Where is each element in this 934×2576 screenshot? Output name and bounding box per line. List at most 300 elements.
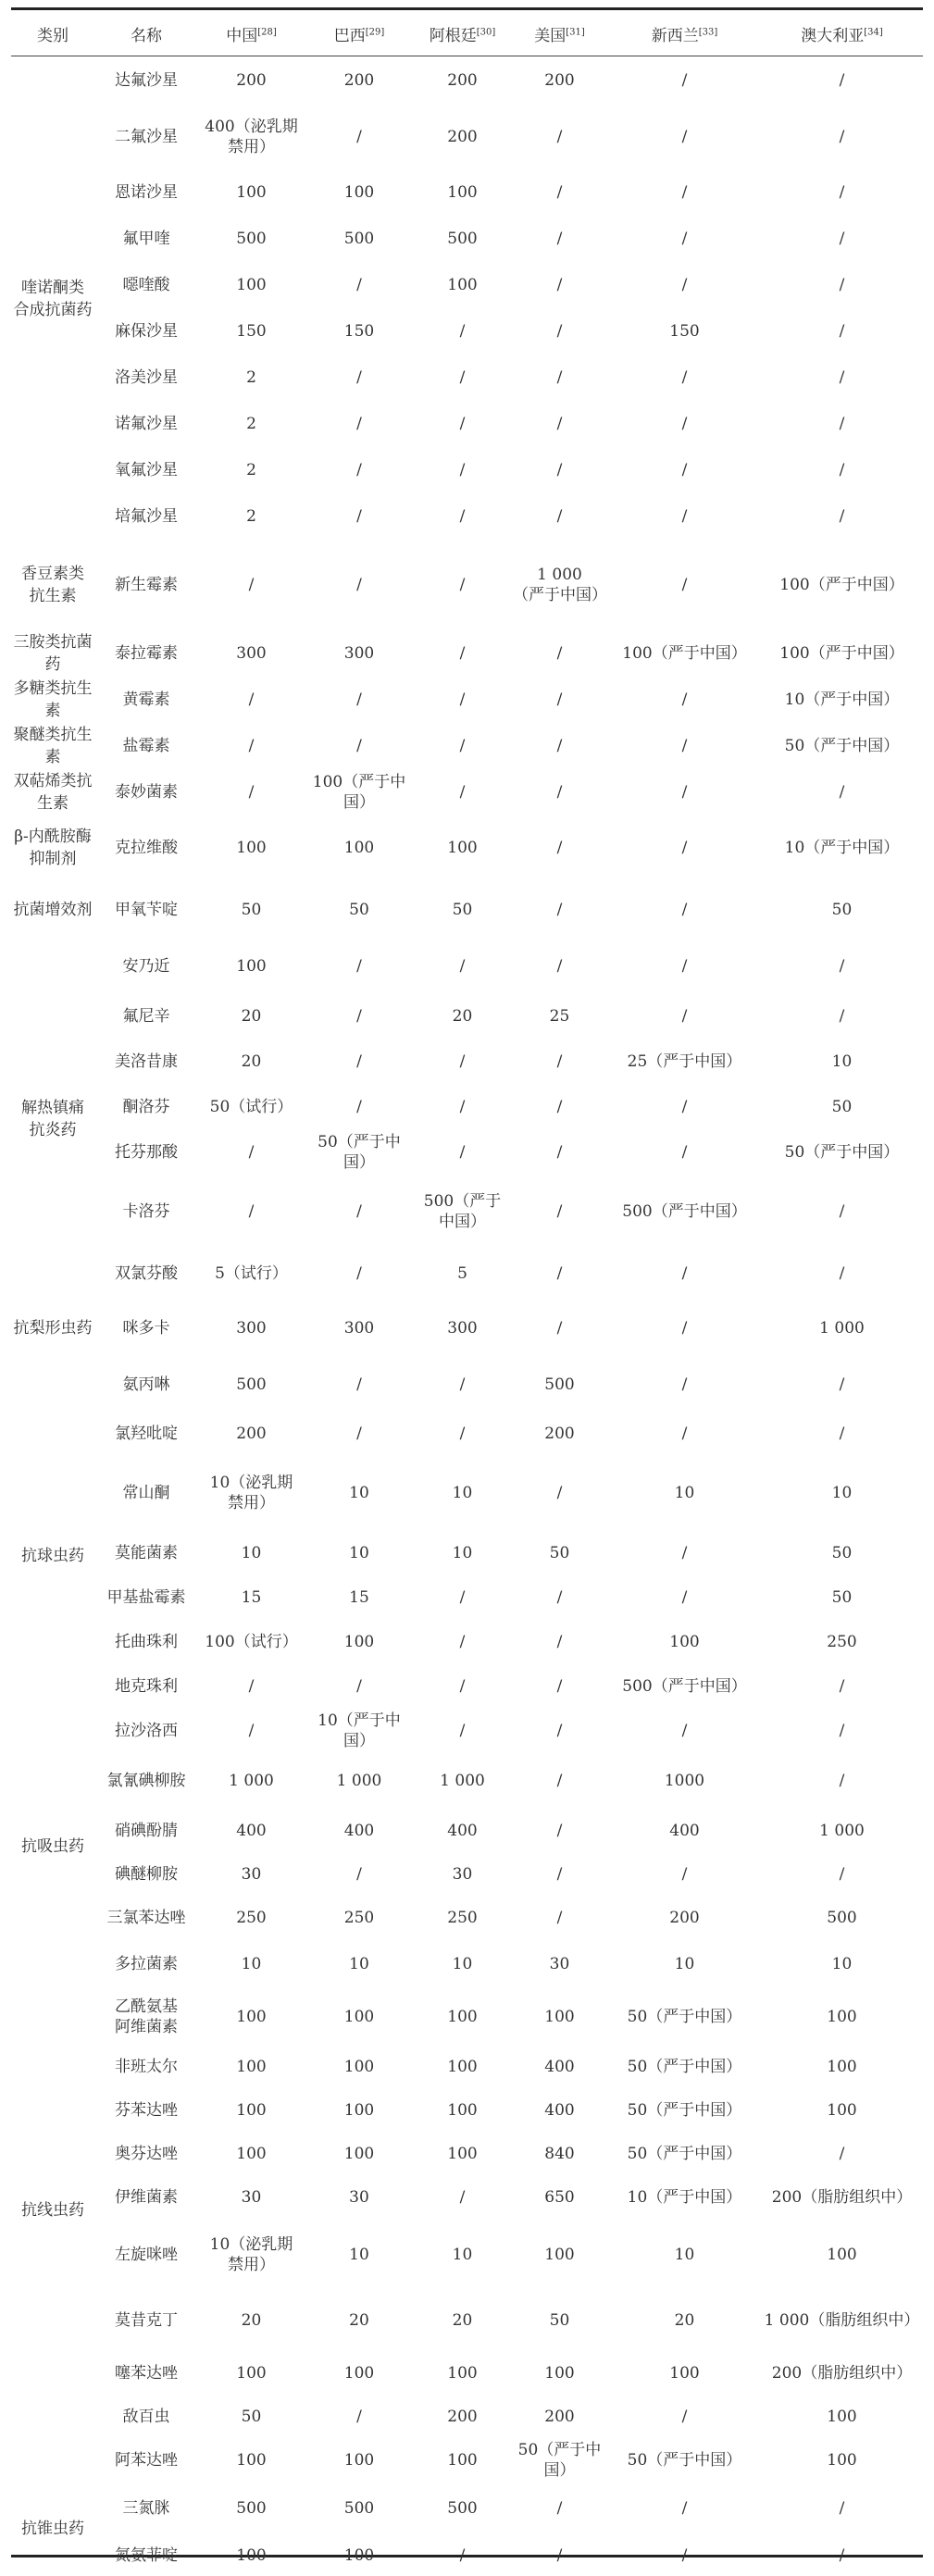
reference-marker: [29]: [365, 27, 385, 38]
table-row: [11, 723, 923, 769]
mrl-value-cell: 100: [447, 839, 478, 857]
mrl-value-cell: /: [556, 1633, 563, 1651]
mrl-value-cell: /: [681, 1722, 688, 1740]
mrl-value-cell: /: [839, 71, 845, 90]
table-row: [11, 630, 923, 677]
mrl-value-cell: 100: [447, 2057, 478, 2076]
column-header: [305, 10, 414, 57]
mrl-value-cell: /: [556, 1052, 563, 1071]
table-row: [11, 540, 923, 630]
mrl-value-cell: /: [839, 1202, 845, 1221]
mrl-value-cell: /: [839, 1425, 845, 1443]
mrl-value-cell: /: [556, 1677, 563, 1696]
table-row: [11, 1358, 923, 1412]
table-row: [11, 1298, 923, 1358]
mrl-value-cell: 10（严于中国）: [318, 1711, 401, 1750]
mrl-value-cell: /: [459, 1722, 466, 1740]
mrl-value-cell: 2: [246, 461, 256, 479]
mrl-value-cell: 100: [236, 2057, 267, 2076]
mrl-value-cell: 15: [349, 1588, 369, 1607]
mrl-value-cell: /: [556, 1202, 563, 1221]
mrl-value-cell: /: [556, 691, 563, 709]
table-row: [11, 677, 923, 723]
mrl-value-cell: /: [556, 1908, 563, 1927]
mrl-value-cell: 100: [343, 2546, 375, 2565]
drug-name-cell: 双氯芬酸: [115, 1263, 178, 1283]
mrl-value-cell: 20: [241, 1052, 262, 1071]
mrl-value-cell: /: [248, 783, 255, 802]
table-row: [11, 1575, 923, 1620]
mrl-value-cell: /: [556, 127, 563, 146]
mrl-value-cell: /: [356, 1425, 362, 1443]
mrl-value-cell: 50: [241, 901, 262, 919]
category-cell: 聚醚类抗生素: [13, 726, 93, 766]
mrl-value-cell: 300: [236, 1318, 267, 1338]
mrl-value-cell: /: [459, 1097, 466, 1116]
mrl-value-cell: 400: [669, 1821, 700, 1840]
mrl-value-cell: /: [556, 1864, 563, 1884]
category-cell: 双萜烯类抗生素: [13, 772, 93, 813]
mrl-value-cell: /: [459, 737, 466, 755]
reference-marker: [31]: [566, 27, 585, 38]
mrl-value-cell: 500: [827, 1908, 857, 1927]
table-row: [11, 2220, 923, 2290]
mrl-value-cell: /: [681, 1425, 688, 1443]
drug-name-cell: 奥芬达唑: [115, 2144, 178, 2163]
mrl-value-cell: /: [681, 230, 688, 248]
mrl-value-cell: 50: [831, 1588, 853, 1607]
table-row: [11, 401, 923, 447]
mrl-value-cell: 1 000: [819, 1318, 865, 1338]
mrl-value-cell: 50: [831, 1543, 853, 1562]
table-body: [11, 57, 923, 2576]
mrl-value-cell: 10（严于中国）: [784, 691, 900, 709]
drug-name-cell: 氟甲喹: [122, 230, 170, 248]
mrl-value-cell: 250: [447, 1908, 478, 1927]
mrl-value-cell: /: [681, 415, 688, 433]
mrl-value-cell: /: [356, 576, 362, 594]
mrl-value-cell: /: [356, 368, 362, 387]
mrl-value-cell: 500: [343, 2499, 375, 2518]
mrl-value-cell: 500（严于中国）: [622, 1677, 747, 1696]
mrl-value-cell: 100（严于中国）: [622, 644, 747, 663]
category-cell: 抗梨形虫药: [13, 1318, 93, 1338]
mrl-value-cell: 25: [549, 1006, 570, 1026]
category-cell: 抗锥虫药: [21, 2520, 84, 2538]
drug-name-cell: 新生霉素: [115, 576, 178, 594]
table-row: [11, 1896, 923, 1939]
mrl-value-cell: /: [839, 2546, 845, 2565]
mrl-value-cell: /: [681, 1006, 688, 1026]
mrl-value-cell: /: [459, 576, 466, 594]
drug-name-cell: 氨丙啉: [122, 1375, 170, 1394]
mrl-value-cell: 150: [236, 322, 267, 341]
mrl-value-cell: 100: [827, 2407, 857, 2426]
mrl-value-cell: /: [248, 576, 255, 594]
mrl-value-cell: 10（严于中国）: [627, 2188, 742, 2207]
drug-name-cell: 三氯苯达唑: [106, 1908, 186, 1927]
mrl-value-cell: /: [556, 1772, 563, 1790]
mrl-value-cell: /: [556, 415, 563, 433]
mrl-value-cell: 100: [236, 2144, 267, 2163]
table-row: [11, 169, 923, 216]
mrl-value-cell: /: [459, 1052, 466, 1071]
mrl-value-cell: 15: [241, 1588, 262, 1607]
mrl-value-cell: /: [556, 901, 563, 919]
mrl-value-cell: 10（泌乳期 禁用）: [209, 1474, 293, 1512]
mrl-value-cell: /: [356, 691, 362, 709]
table-row: [11, 1249, 923, 1298]
column-header: [94, 10, 198, 57]
mrl-value-cell: /: [459, 368, 466, 387]
mrl-value-cell: /: [556, 230, 563, 248]
mrl-value-cell: /: [839, 322, 845, 341]
mrl-value-cell: /: [681, 783, 688, 802]
mrl-value-cell: 100: [236, 2546, 267, 2565]
mrl-value-cell: /: [248, 691, 255, 709]
drug-name-cell: 噁喹酸: [122, 276, 170, 294]
mrl-value-cell: /: [459, 1633, 466, 1651]
mrl-value-cell: 50（严于中国）: [627, 2144, 742, 2163]
mrl-value-cell: /: [681, 737, 688, 755]
mrl-value-cell: 200: [236, 71, 267, 90]
mrl-value-cell: 500: [544, 1375, 575, 1394]
mrl-value-cell: 1 000: [229, 1772, 274, 1790]
mrl-value-cell: /: [839, 1772, 845, 1790]
mrl-value-cell: /: [556, 1142, 563, 1162]
mrl-value-cell: 100: [447, 183, 478, 202]
mrl-value-cell: /: [839, 2144, 845, 2163]
mrl-value-cell: 10: [831, 1052, 853, 1071]
mrl-value-cell: 400: [544, 2057, 575, 2076]
mrl-value-cell: /: [839, 507, 845, 526]
mrl-value-cell: /: [459, 957, 466, 976]
drug-name-cell: 芬苯达唑: [115, 2100, 178, 2120]
mrl-value-cell: /: [459, 507, 466, 526]
column-header-label: 名称: [131, 27, 162, 45]
mrl-value-cell: 500: [343, 230, 375, 248]
mrl-value-cell: 100: [827, 2008, 857, 2026]
drug-name-cell: 氧氟沙星: [115, 461, 178, 479]
mrl-value-cell: 150: [669, 322, 700, 341]
mrl-value-cell: 100: [447, 2363, 478, 2383]
mrl-value-cell: 2: [246, 368, 256, 387]
mrl-value-cell: /: [459, 461, 466, 479]
mrl-value-cell: 20: [349, 2311, 369, 2330]
mrl-value-cell: 100: [343, 1633, 375, 1651]
table-row: [11, 1709, 923, 1753]
mrl-value-cell: /: [839, 1006, 845, 1026]
mrl-value-cell: /: [248, 1722, 255, 1740]
mrl-value-cell: /: [839, 2499, 845, 2518]
mrl-value-cell: 100: [343, 183, 375, 202]
mrl-value-cell: 50: [349, 901, 369, 919]
column-header-label: 巴西: [333, 27, 366, 45]
mrl-value-cell: 200: [343, 71, 375, 90]
mrl-value-cell: 20: [674, 2311, 695, 2330]
table-row: [11, 216, 923, 262]
mrl-value-cell: 50（严于中国）: [784, 737, 900, 755]
mrl-value-cell: 10: [452, 1543, 473, 1562]
table-row: [11, 880, 923, 940]
mrl-value-cell: /: [681, 1864, 688, 1884]
mrl-value-cell: 100: [236, 957, 267, 976]
table-row: [11, 308, 923, 355]
mrl-value-cell: /: [556, 783, 563, 802]
mrl-value-cell: 840: [544, 2144, 575, 2163]
mrl-value-cell: /: [556, 322, 563, 341]
mrl-value-cell: 500: [447, 230, 478, 248]
mrl-value-cell: /: [681, 1097, 688, 1116]
drug-name-cell: 拉沙洛西: [115, 1722, 178, 1740]
mrl-value-cell: /: [459, 1375, 466, 1394]
mrl-value-cell: 10: [241, 1543, 262, 1562]
mrl-value-cell: /: [681, 957, 688, 976]
mrl-value-cell: 500: [236, 2499, 267, 2518]
mrl-value-cell: 200: [447, 127, 478, 146]
mrl-value-cell: /: [459, 691, 466, 709]
mrl-value-cell: 20: [452, 2311, 473, 2330]
drug-name-cell: 常山酮: [122, 1484, 170, 1502]
mrl-value-cell: 30: [452, 1864, 473, 1884]
mrl-value-cell: /: [556, 957, 563, 976]
mrl-value-cell: /: [681, 1318, 688, 1338]
table-row: [11, 2175, 923, 2220]
mrl-value-cell: 300: [343, 1318, 375, 1338]
mrl-value-cell: 2: [246, 507, 256, 526]
mrl-value-cell: /: [681, 1375, 688, 1394]
mrl-value-cell: 50（严于中国）: [627, 2057, 742, 2076]
mrl-value-cell: 400: [343, 1821, 375, 1840]
mrl-value-cell: 100（严于中国）: [312, 773, 406, 812]
column-header: [608, 10, 761, 57]
mrl-value-cell: /: [681, 576, 688, 594]
mrl-value-cell: 1000: [664, 1772, 705, 1790]
category-cell: 香豆素类 抗生素: [21, 565, 84, 605]
mrl-value-cell: 100: [447, 276, 478, 294]
mrl-value-cell: /: [459, 2546, 466, 2565]
mrl-value-cell: 50（严于中国）: [627, 2450, 742, 2470]
mrl-value-cell: 30: [241, 1864, 262, 1884]
mrl-value-cell: 100: [669, 1633, 700, 1651]
drug-name-cell: 伊维菌素: [115, 2188, 178, 2207]
drug-name-cell: 甲氧苄啶: [115, 901, 178, 919]
mrl-value-cell: /: [556, 1821, 563, 1840]
mrl-value-cell: /: [681, 1588, 688, 1607]
mrl-value-cell: 10: [674, 1955, 695, 1973]
column-header: [198, 10, 305, 57]
mrl-value-cell: /: [356, 1052, 362, 1071]
mrl-value-cell: /: [556, 644, 563, 663]
mrl-value-cell: /: [839, 368, 845, 387]
mrl-value-cell: 400（泌乳期 禁用）: [205, 117, 298, 156]
mrl-value-cell: 250: [343, 1908, 375, 1927]
mrl-value-cell: /: [556, 839, 563, 857]
table-row: [11, 2132, 923, 2175]
mrl-value-cell: 200: [669, 1908, 700, 1927]
drug-name-cell: 地克珠利: [115, 1677, 178, 1696]
mrl-value-cell: 50: [452, 901, 473, 919]
mrl-value-cell: /: [556, 368, 563, 387]
mrl-value-cell: /: [459, 322, 466, 341]
mrl-value-cell: 100: [236, 839, 267, 857]
drug-name-cell: 二氟沙星: [115, 127, 178, 146]
table-row: [11, 104, 923, 169]
mrl-value-cell: /: [681, 127, 688, 146]
table-row: [11, 1039, 923, 1084]
mrl-value-cell: 10: [349, 1955, 369, 1973]
mrl-value-cell: 300: [343, 644, 375, 663]
mrl-value-cell: /: [459, 1142, 466, 1162]
column-header-label: 阿根廷: [429, 27, 477, 45]
mrl-value-cell: /: [839, 461, 845, 479]
column-header-label: 类别: [37, 27, 68, 45]
category-cell: β-内酰胺酶 抑制剂: [14, 828, 92, 868]
mrl-value-cell: /: [459, 1677, 466, 1696]
mrl-value-cell: /: [839, 183, 845, 202]
mrl-value-cell: 650: [544, 2188, 575, 2207]
table-row: [11, 1412, 923, 1456]
mrl-value-cell: 200: [236, 1425, 267, 1443]
mrl-value-cell: 300: [236, 644, 267, 663]
mrl-value-cell: 1 000（脂肪组织中）: [764, 2311, 920, 2330]
mrl-value-cell: /: [681, 2546, 688, 2565]
drug-name-cell: 咪多卡: [122, 1318, 170, 1338]
mrl-value-cell: /: [681, 839, 688, 857]
table-row: [11, 57, 923, 104]
drug-name-cell: 莫昔克丁: [115, 2311, 178, 2330]
mrl-value-cell: 20: [452, 1006, 473, 1026]
mrl-value-cell: /: [356, 957, 362, 976]
mrl-value-cell: 10（严于中国）: [784, 839, 900, 857]
mrl-value-cell: 100: [447, 2008, 478, 2026]
drug-name-cell: 噻苯达唑: [115, 2363, 178, 2383]
mrl-value-cell: /: [356, 2407, 362, 2426]
mrl-value-cell: 100: [447, 2100, 478, 2120]
mrl-value-cell: 100: [343, 2100, 375, 2120]
mrl-value-cell: 5: [457, 1263, 467, 1283]
mrl-value-cell: /: [459, 783, 466, 802]
mrl-value-cell: 100: [343, 839, 375, 857]
drug-name-cell: 美洛昔康: [115, 1052, 178, 1071]
mrl-value-cell: 1 000: [819, 1821, 865, 1840]
mrl-value-cell: 50: [831, 901, 853, 919]
mrl-value-cell: 400: [236, 1821, 267, 1840]
mrl-value-cell: 50（试行）: [209, 1097, 293, 1116]
drug-name-cell: 莫能菌素: [115, 1543, 178, 1562]
mrl-value-cell: 100: [544, 2246, 575, 2264]
mrl-value-cell: 30: [549, 1955, 570, 1973]
table-row: [11, 2045, 923, 2088]
column-header-label: 美国: [534, 27, 567, 45]
category-cell: 抗吸虫药: [21, 1836, 84, 1856]
mrl-value-cell: 100: [544, 2363, 575, 2383]
mrl-value-cell: /: [356, 1006, 362, 1026]
mrl-value-cell: 100: [343, 2363, 375, 2383]
mrl-value-cell: /: [556, 2499, 563, 2518]
mrl-value-cell: 30: [241, 2188, 262, 2207]
mrl-value-cell: 50（严于中国）: [627, 2100, 742, 2120]
mrl-value-cell: /: [459, 644, 466, 663]
mrl-value-cell: 30: [349, 2188, 369, 2207]
drug-name-cell: 恩诺沙星: [115, 183, 178, 202]
mrl-value-cell: 400: [544, 2100, 575, 2120]
mrl-value-cell: 10: [349, 2246, 369, 2264]
mrl-value-cell: /: [356, 1097, 362, 1116]
mrl-value-cell: /: [459, 1425, 466, 1443]
table-row: [11, 1456, 923, 1530]
mrl-value-cell: 10: [831, 1955, 853, 1973]
mrl-value-cell: 10: [452, 2246, 473, 2264]
drug-name-cell: 碘醚柳胺: [115, 1864, 178, 1884]
table-row: [11, 2395, 923, 2438]
drug-name-cell: 达氟沙星: [115, 71, 178, 90]
category-cell: 抗菌增效剂: [13, 901, 93, 919]
column-header-label: 中国: [226, 27, 258, 45]
drug-name-cell: 敌百虫: [122, 2407, 170, 2426]
mrl-value-cell: /: [839, 1263, 845, 1283]
mrl-value-cell: 2: [246, 415, 256, 433]
table-row: [11, 2290, 923, 2351]
drug-name-cell: 氮氨菲啶: [115, 2546, 178, 2565]
table-row: [11, 1620, 923, 1664]
mrl-value-cell: 200: [447, 2407, 478, 2426]
reference-marker: [28]: [257, 27, 277, 38]
mrl-value-cell: 100: [236, 2100, 267, 2120]
mrl-value-cell: 100: [236, 2363, 267, 2383]
reference-marker: [33]: [698, 27, 718, 38]
category-cell: 三胺类抗菌药: [13, 633, 93, 674]
mrl-value-cell: 100: [343, 2144, 375, 2163]
mrl-value-cell: 20: [241, 1006, 262, 1026]
mrl-value-cell: 100: [827, 2450, 857, 2470]
reference-marker: [30]: [476, 27, 496, 38]
drug-name-cell: 氯氰碘柳胺: [106, 1772, 186, 1790]
mrl-value-cell: 10: [241, 1955, 262, 1973]
drug-name-cell: 卡洛芬: [122, 1202, 170, 1221]
mrl-value-cell: 100（试行）: [205, 1633, 298, 1651]
drug-name-cell: 洛美沙星: [115, 368, 178, 387]
mrl-value-cell: /: [556, 461, 563, 479]
mrl-value-cell: /: [356, 415, 362, 433]
mrl-value-cell: /: [356, 737, 362, 755]
table-row: [11, 1175, 923, 1249]
category-cell: 解热镇痛 抗炎药: [21, 1098, 84, 1139]
drug-name-cell: 阿苯达唑: [115, 2450, 178, 2470]
mrl-value-cell: /: [839, 415, 845, 433]
mrl-value-cell: /: [556, 1588, 563, 1607]
mrl-value-cell: 100: [447, 2144, 478, 2163]
mrl-value-cell: 25（严于中国）: [627, 1052, 742, 1071]
column-header-label: 澳大利亚: [801, 27, 865, 45]
category-cell: 抗球虫药: [21, 1546, 84, 1565]
drug-name-cell: 硝碘酚腈: [115, 1821, 178, 1840]
table-row: [11, 2351, 923, 2395]
mrl-value-cell: 50（严于中国）: [627, 2008, 742, 2026]
category-cell: 多糖类抗生素: [13, 679, 93, 720]
table-row: [11, 2482, 923, 2535]
category-cell: 喹诺酮类 合成抗菌药: [13, 278, 93, 319]
mrl-value-cell: 50: [549, 2311, 570, 2330]
reference-marker: [34]: [864, 27, 883, 38]
mrl-value-cell: 100: [669, 2363, 700, 2383]
mrl-value-cell: /: [248, 1202, 255, 1221]
mrl-value-cell: /: [248, 1677, 255, 1696]
mrl-value-cell: 200: [544, 2407, 575, 2426]
mrl-value-cell: 10: [452, 1484, 473, 1502]
table-row: [11, 493, 923, 540]
mrl-value-cell: 250: [827, 1633, 857, 1651]
